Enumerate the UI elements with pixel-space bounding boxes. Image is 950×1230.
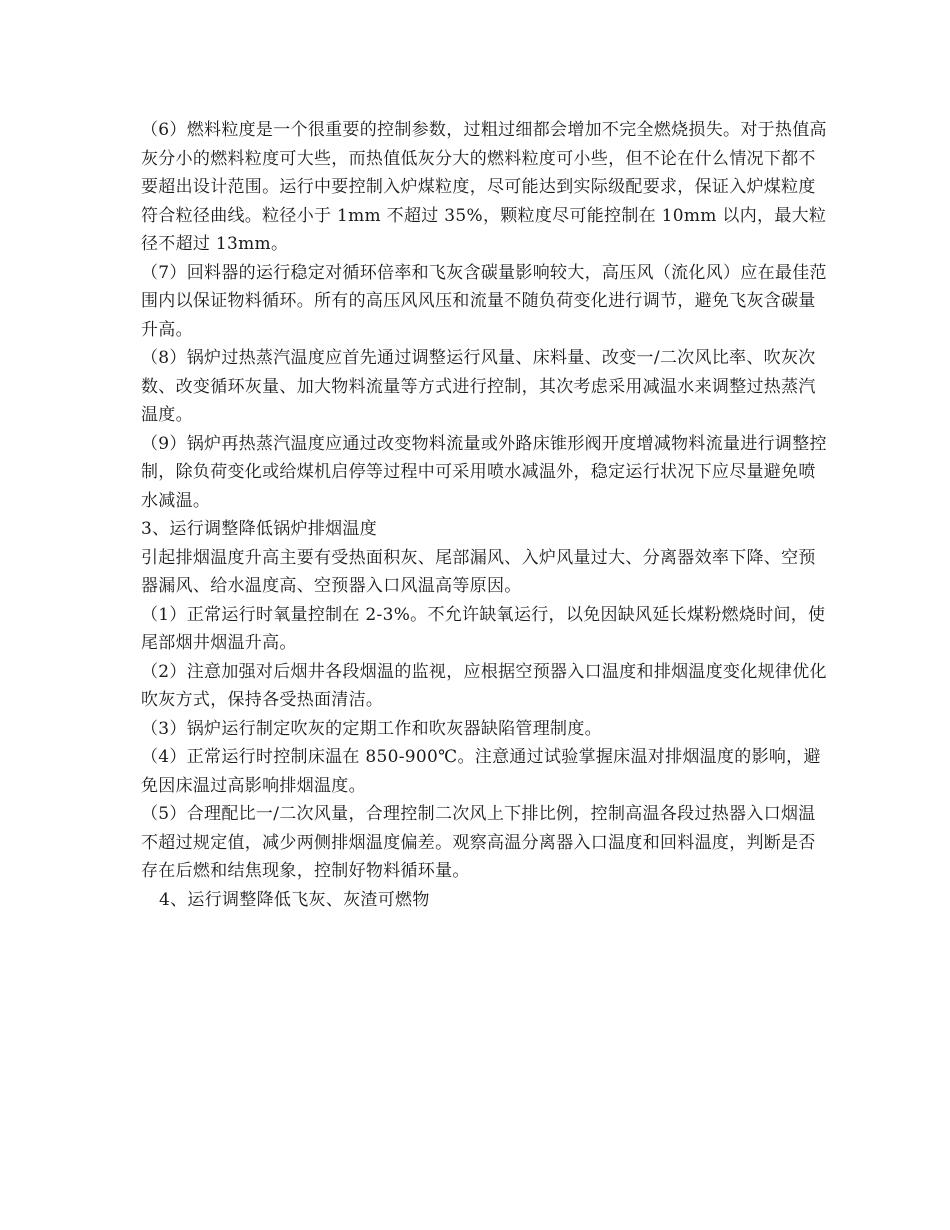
paragraph-bed-temperature: （4）正常运行时控制床温在 850-900℃。注意通过试验掌握床温对排烟温度的影响，避免因床温过高影响排烟温度。: [141, 747, 821, 796]
paragraph-fuel-granularity: （6）燃料粒度是一个很重要的控制参数，过粗过细都会增加不完全燃烧损失。对于热值高灰分小的燃料粒度可大些，而热值低灰分大的燃料粒度可小些，但不论在什么情况下都不要超出设计范围。运行中要控制入炉煤粒度，尽可能达到实际级配要求，保证入炉煤粒度符合粒径曲线。粒径小于 1mm 不超过 35%，颗粒度尽可能控制在 10mm 以内，最大粒径不超过 13mm。: [141, 120, 827, 254]
paragraph-reheated-steam: （9）锅炉再热蒸汽温度应通过改变物料流量或外路床锥形阀开度增减物料流量进行调整控制，除负荷变化或给煤机启停等过程中可采用喷水减温外，稳定运行状况下应尽量避免喷水减温。: [141, 433, 827, 511]
paragraph-air-ratio: （5）合理配比一/二次风量，合理控制二次风上下排比例，控制高温各段过热器入口烟温不超过规定值，减少两侧排烟温度偏差。观察高温分离器入口温度和回料温度，判断是否存在后燃和结焦现象，控制好物料循环量。: [141, 804, 816, 881]
document-body: [141, 116, 831, 914]
paragraph-superheated-steam: （8）锅炉过热蒸汽温度应首先通过调整运行风量、床料量、改变一/二次风比率、吹灰次数、改变循环灰量、加大物料流量等方式进行控制，其次考虑采用减温水来调整过热蒸汽温度。: [141, 348, 816, 425]
paragraph-sootblowing: （3）锅炉运行制定吹灰的定期工作和吹灰器缺陷管理制度。: [141, 718, 602, 739]
paragraph-oxygen-control: （1）正常运行时氧量控制在 2-3%。不允许缺氧运行，以免因缺风延长煤粉燃烧时间，使尾部烟井烟温升高。: [141, 604, 826, 653]
section-heading-exhaust-temp: 3、运行调整降低锅炉排烟温度: [141, 519, 378, 539]
paragraph-exhaust-causes: 引起排烟温度升高主要有受热面积灰、尾部漏风、入炉风量过大、分离器效率下降、空预器漏风、给水温度高、空预器入口风温高等原因。: [141, 547, 816, 596]
paragraph-flue-monitoring: （2）注意加强对后烟井各段烟温的监视，应根据空预器入口温度和排烟温度变化规律优化吹灰方式，保持各受热面清洁。: [141, 661, 827, 710]
paragraph-return-feeder: （7）回料器的运行稳定对循环倍率和飞灰含碳量影响较大，高压风（流化风）应在最佳范围内以保证物料循环。所有的高压风风压和流量不随负荷变化进行调节，避免飞灰含碳量升高。: [141, 262, 827, 340]
section-heading-fly-ash: 4、运行调整降低飞灰、灰渣可燃物: [159, 889, 430, 910]
